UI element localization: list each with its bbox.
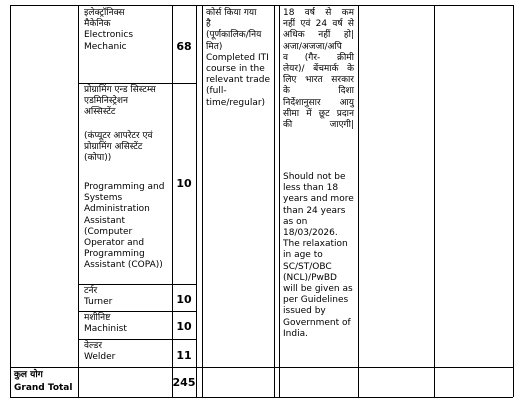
seat-count: 10 [176, 177, 192, 190]
age-limit-hindi: 18 वर्ष से कम नहीं एवं 24 वर्ष से अधिक नहीं हो| अजा/अजजा/अपि व (गैर- क्रीमी लेयर)/ बेंचमार्क के लिए भारत सरकार के दिशा निर्देशानुसार आयु सीमा में छूट प्रदान की जाएगी| [283, 8, 354, 131]
seat-count: 11 [176, 349, 192, 362]
row-divider [10, 5, 513, 6]
column-divider [434, 5, 435, 397]
grand-total-label-hindi: कुल योग [14, 370, 43, 380]
trade-cell-hindi: प्रोग्रामिंग एन्ड सिस्टम्स एडमिनिस्ट्रेशन अस्सिस्टेंट [84, 85, 156, 118]
trade-cell-hindi-sub: (कंप्यूटर आपरेटर एवं प्रोग्रामिंग असिस्टेंट (कोपा)) [84, 131, 153, 164]
trade-cell: मशीनिष्ट Machinist [84, 313, 127, 335]
trade-cell-english: Programming and Systems Administration Assistant (Computer Operator and Programming Assistant (COPA)) [84, 182, 165, 271]
column-divider [274, 5, 275, 397]
column-divider [513, 5, 514, 397]
row-divider [10, 397, 513, 398]
column-divider [279, 5, 280, 397]
column-divider [196, 5, 197, 397]
column-divider [358, 5, 359, 397]
column-divider [202, 5, 203, 397]
grand-total-label: Grand Total [14, 383, 73, 393]
row-divider [78, 339, 196, 340]
trade-cell: वेल्डर Welder [84, 341, 116, 363]
age-limit-english: Should not be less than 18 years and more than 24 years as on 18/03/2026. The relaxation in age to SC/ST/OBC (NCL)/PwBD will be given as per Guidelines issued by Government of India. [283, 172, 354, 339]
seat-count: 10 [176, 293, 192, 306]
seat-count: 10 [176, 320, 192, 333]
column-divider [172, 5, 173, 397]
row-divider [78, 83, 196, 84]
trade-cell: टर्नर Turner [84, 286, 113, 308]
column-divider [78, 5, 79, 397]
qualification-cell: कोर्स किया गया है (पूर्णकालिक/निय मित) Completed ITI course in the relevant trade (full- time/regular) [206, 8, 271, 108]
row-divider [10, 367, 513, 368]
trade-cell: इलेक्ट्रॉनिक्स मैकेनिक Electronics Mechanic [84, 8, 134, 52]
row-divider [78, 311, 196, 312]
grand-total-value: 245 [172, 376, 196, 389]
row-divider [78, 284, 196, 285]
column-divider [10, 5, 11, 397]
seat-count: 68 [176, 40, 192, 53]
